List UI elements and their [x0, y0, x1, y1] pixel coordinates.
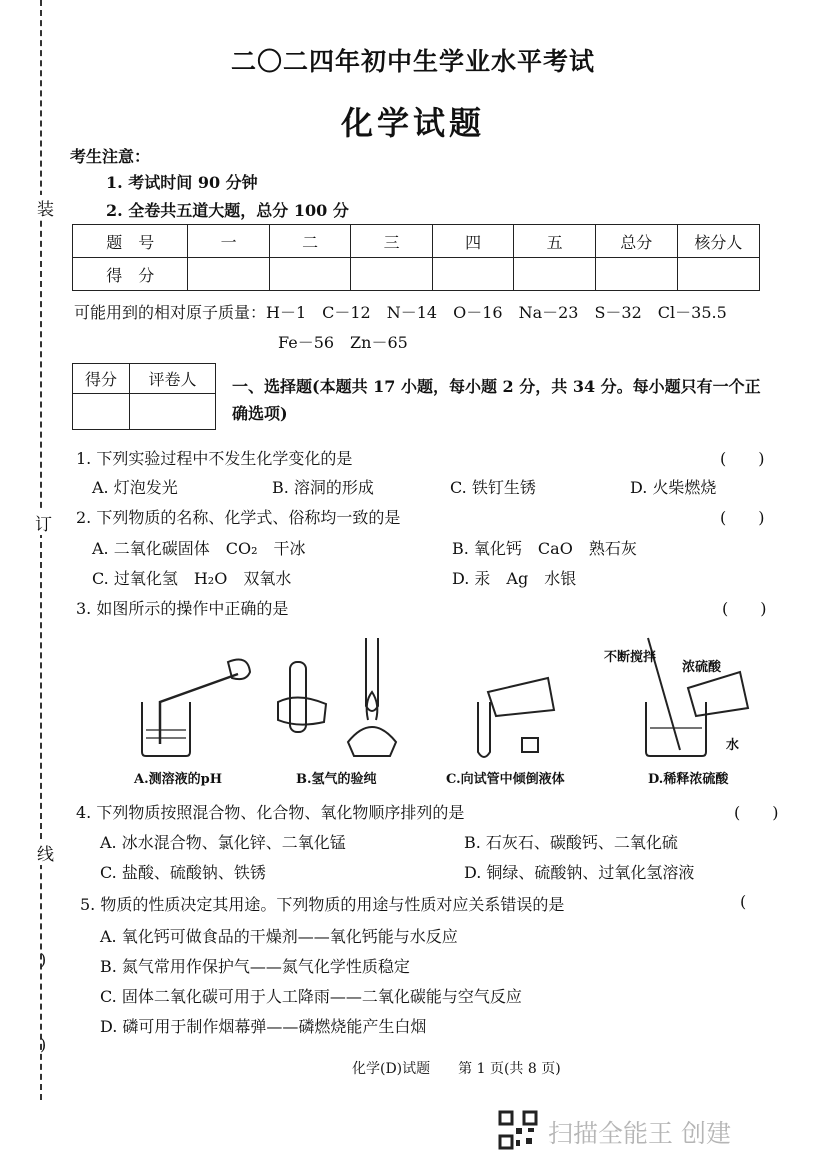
binding-char-xian: 线 — [37, 840, 54, 865]
grader-box — [72, 363, 216, 430]
option: B. 石灰石、碳酸钙、二氧化硫 — [464, 833, 678, 852]
answer-paren[interactable]: ( ) — [720, 508, 765, 527]
watermark-text: 扫描全能王 创建 — [548, 1119, 731, 1148]
notice-item: 2. 全卷共五道大题，总分 100 分 — [106, 201, 349, 220]
score-header-cell: 三 — [351, 225, 432, 258]
subject-title: 化学试题 — [340, 104, 485, 142]
option: C. 过氧化氢 H₂O 双氧水 — [92, 569, 292, 588]
answer-paren[interactable]: ( ) — [734, 803, 779, 822]
score-input-cell[interactable] — [677, 258, 759, 291]
figure-label: 不断搅拌 — [604, 650, 657, 665]
option: C. 盐酸、硫酸钠、铁锈 — [100, 863, 266, 882]
binding-char-zhuang: 装 — [37, 195, 54, 220]
figure-caption: A.测溶液的pH — [134, 772, 222, 787]
option: B. 氮气常用作保护气——氮气化学性质稳定 — [100, 957, 410, 976]
option: C. 固体二氧化碳可用于人工降雨——二氧化碳能与空气反应 — [100, 987, 522, 1006]
option: A. 二氧化碳固体 CO₂ 干冰 — [92, 539, 306, 558]
option: B. 氧化钙 CaO 熟石灰 — [452, 539, 637, 558]
option: D. 汞 Ag 水银 — [452, 569, 577, 588]
grader-name-label: 评卷人 — [130, 364, 216, 394]
score-header-cell: 题 号 — [73, 225, 188, 258]
option: A. 灯泡发光 — [92, 478, 178, 497]
answer-paren[interactable]: ( ) — [720, 449, 765, 468]
atomic-mass-line: Fe－56 Zn－65 — [278, 333, 408, 352]
alcohol-lamp-icon — [348, 638, 396, 756]
option: A. 冰水混合物、氯化锌、二氧化锰 — [100, 833, 346, 852]
question-stem: 4. 下列物质按照混合物、化合物、氧化物顺序排列的是 — [76, 803, 465, 822]
section-title: 一、选择题(本题共 17 小题，每小题 2 分，共 34 分。每小题只有一个正 — [232, 377, 761, 396]
score-header-cell: 总分 — [595, 225, 677, 258]
qr-code-icon — [498, 1110, 538, 1150]
score-input-cell[interactable] — [595, 258, 677, 291]
figure-caption: B.氢气的验纯 — [296, 772, 377, 787]
score-header-cell: 五 — [514, 225, 595, 258]
option: D. 磷可用于制作烟幕弹——磷燃烧能产生白烟 — [100, 1017, 427, 1036]
score-header-cell: 核分人 — [677, 225, 759, 258]
option: A. 氧化钙可做食品的干燥剂——氧化钙能与水反应 — [100, 927, 458, 946]
exam-title: 二〇二四年初中生学业水平考试 — [230, 47, 595, 76]
grader-score-label: 得分 — [73, 364, 130, 394]
figure-label: 水 — [726, 738, 740, 753]
figure-caption: C.向试管中倾倒液体 — [446, 772, 565, 787]
binding-mark: ) — [40, 1035, 47, 1054]
beaker-icon — [142, 660, 250, 756]
notice-item: 1. 考试时间 90 分钟 — [106, 173, 258, 192]
score-input-cell[interactable] — [432, 258, 513, 291]
option: B. 溶洞的形成 — [272, 478, 374, 497]
score-row-label: 得 分 — [73, 258, 188, 291]
question-stem: 5. 物质的性质决定其用途。下列物质的用途与性质对应关系错误的是 — [80, 895, 565, 914]
binding-char-ding: 订 — [35, 510, 52, 535]
reagent-bottle-icon — [478, 678, 554, 757]
option: C. 铁钉生锈 — [450, 478, 536, 497]
score-input-cell[interactable] — [269, 258, 350, 291]
question-stem: 2. 下列物质的名称、化学式、俗称均一致的是 — [76, 508, 401, 527]
figure-caption: D.稀释浓硫酸 — [648, 772, 729, 787]
score-header-cell: 一 — [188, 225, 269, 258]
section-title-cont: 确选项) — [232, 404, 288, 423]
score-input-cell[interactable] — [188, 258, 269, 291]
score-table — [72, 224, 760, 291]
score-input-cell[interactable] — [351, 258, 432, 291]
figure-label: 浓硫酸 — [682, 660, 722, 675]
figure-panel — [128, 632, 788, 772]
option: D. 铜绿、硫酸钠、过氧化氢溶液 — [464, 863, 695, 882]
score-header-cell: 四 — [432, 225, 513, 258]
page-footer: 化学(D)试题 第 1 页(共 8 页) — [352, 1061, 561, 1077]
answer-paren[interactable]: ( — [740, 892, 747, 911]
option: D. 火柴燃烧 — [630, 478, 717, 497]
atomic-mass-line: 可能用到的相对原子质量：H－1 C－12 N－14 O－16 Na－23 S－32 Cl－35.5 — [74, 303, 727, 322]
test-tube-icon — [278, 662, 326, 732]
binding-mark: ) — [40, 950, 47, 969]
score-input-cell[interactable] — [514, 258, 595, 291]
binding-line — [40, 0, 42, 1100]
answer-paren[interactable]: ( ) — [722, 599, 767, 618]
question-stem: 3. 如图所示的操作中正确的是 — [76, 599, 289, 618]
grader-name-cell[interactable] — [130, 394, 216, 430]
grader-score-cell[interactable] — [73, 394, 130, 430]
score-header-cell: 二 — [269, 225, 350, 258]
question-stem: 1. 下列实验过程中不发生化学变化的是 — [76, 449, 353, 468]
notice-heading: 考生注意： — [70, 147, 151, 166]
